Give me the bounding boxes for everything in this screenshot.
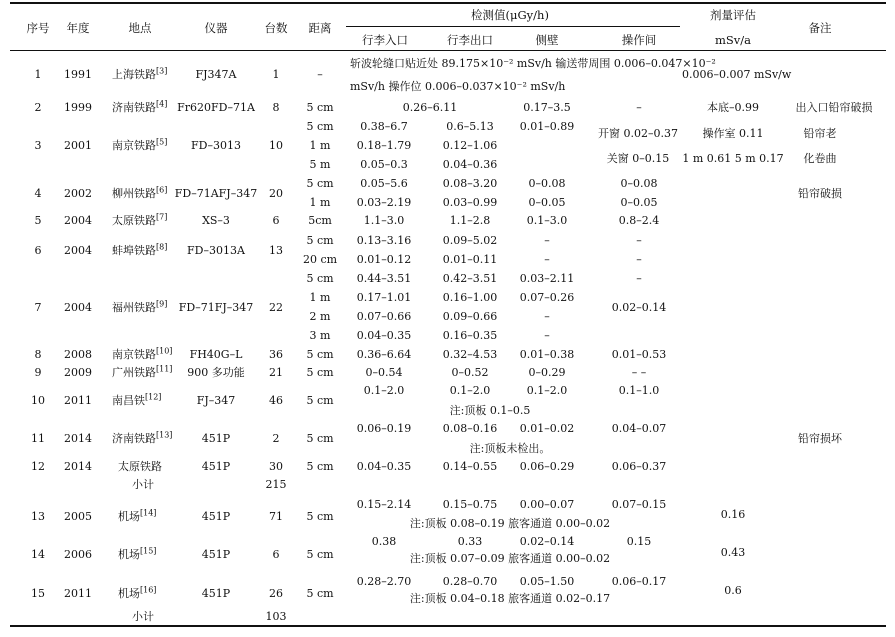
row11-location: 济南铁路[13]	[112, 430, 173, 445]
row14-operation: 0.15	[626, 535, 652, 548]
row10-note: 注:顶板 0.1–0.5	[449, 404, 531, 417]
row10-operation: 0.1–1.0	[618, 384, 660, 397]
row11-distance: 5 cm	[306, 432, 334, 445]
row2-instrument: Fr620FD–71A	[177, 101, 255, 114]
row2-year: 1999	[64, 101, 92, 114]
row5-distance: 5cm	[308, 214, 332, 227]
header-dose-group: 剂量评估	[710, 8, 756, 22]
row13-dose: 0.16	[720, 508, 746, 521]
row15-distance: 5 cm	[306, 587, 334, 600]
row3-location: 南京铁路[5]	[112, 137, 168, 152]
row15-operation: 0.06–0.17	[611, 575, 667, 588]
row3-entry: 0.05–0.3	[360, 158, 408, 171]
row12-location: 太原铁路	[118, 460, 162, 473]
subtotal2-units: 103	[265, 610, 287, 623]
row10-no: 10	[31, 394, 45, 407]
row4-entry: 0.03–2.19	[356, 196, 412, 209]
row13-side: 0.00–0.07	[519, 498, 575, 511]
row3-entry: 0.18–1.79	[356, 139, 412, 152]
row14-ref: [15]	[140, 546, 157, 556]
row15-entry: 0.28–2.70	[356, 575, 412, 588]
row11-side: 0.01–0.02	[519, 422, 575, 435]
row3-exit: 0.12–1.06	[442, 139, 498, 152]
row12-no: 12	[31, 460, 45, 473]
row12-operation: 0.06–0.37	[611, 460, 667, 473]
header-units: 台数	[264, 21, 288, 35]
row11-entry: 0.06–0.19	[356, 422, 412, 435]
row2-ref: [4]	[156, 99, 168, 109]
row5-operation: 0.8–2.4	[618, 214, 660, 227]
row4-entry: 0.05–5.6	[360, 177, 408, 190]
row11-operation: 0.04–0.07	[611, 422, 667, 435]
row8-distance: 5 cm	[306, 348, 334, 361]
row13-exit: 0.15–0.75	[442, 498, 498, 511]
row5-location: 太原铁路[7]	[112, 212, 168, 227]
row3-instrument: FD–3013	[191, 139, 241, 152]
row10-location: 南昌铁[12]	[112, 392, 162, 407]
row3-distance: 1 m	[309, 139, 331, 152]
row7-operation: –	[636, 272, 642, 285]
row8-units: 36	[269, 348, 283, 361]
row4-side: 0–0.05	[528, 196, 566, 209]
row3-side: 0.01–0.89	[519, 120, 575, 133]
row7-no: 7	[34, 301, 42, 314]
row6-entry: 0.01–0.12	[356, 253, 412, 266]
row9-exit: 0–0.52	[451, 366, 489, 379]
row3-dose: 操作室 0.11	[702, 127, 764, 140]
row8-entry: 0.36–6.64	[356, 348, 412, 361]
row6-instrument: FD–3013A	[187, 244, 245, 257]
row5-exit: 1.1–2.8	[449, 214, 491, 227]
row1-distance: –	[317, 68, 323, 81]
row11-year: 2014	[64, 432, 92, 445]
row4-distance: 1 m	[309, 196, 331, 209]
row7-exit: 0.16–1.00	[442, 291, 498, 304]
header-subrule	[346, 26, 680, 27]
row9-ref: [11]	[156, 364, 173, 374]
header-remark: 备注	[808, 21, 832, 35]
row1-instrument: FJ347A	[195, 68, 237, 81]
row14-units: 6	[272, 548, 280, 561]
row7-entry: 0.17–1.01	[356, 291, 412, 304]
row12-distance: 5 cm	[306, 460, 334, 473]
row4-instrument: FD–71AFJ–347	[174, 187, 258, 200]
row13-note: 注:顶板 0.08–0.19 旅客通道 0.00–0.02	[409, 517, 611, 530]
row15-exit: 0.28–0.70	[442, 575, 498, 588]
row2-operation: –	[636, 101, 642, 114]
row9-no: 9	[34, 366, 42, 379]
row8-exit: 0.32–4.53	[442, 348, 498, 361]
row4-location: 柳州铁路[6]	[112, 185, 168, 200]
row7-distance: 2 m	[309, 310, 331, 323]
row13-year: 2005	[64, 510, 92, 523]
subtotal2-label: 小计	[132, 610, 154, 623]
row14-side: 0.02–0.14	[519, 535, 575, 548]
row4-no: 4	[34, 187, 42, 200]
row12-entry: 0.04–0.35	[356, 460, 412, 473]
row13-ref: [14]	[140, 508, 157, 518]
row15-dose: 0.6	[724, 584, 742, 597]
row1-dose: 0.006–0.007 mSv/w	[682, 68, 792, 81]
header-side: 侧壁	[535, 33, 559, 47]
row11-instrument: 451P	[201, 432, 231, 445]
row5-year: 2004	[64, 214, 92, 227]
row2-remark: 出入口铅帘破损	[795, 101, 873, 114]
row6-units: 13	[269, 244, 283, 257]
row7-side: 0.03–2.11	[519, 272, 575, 285]
row2-dose: 本底–0.99	[707, 101, 759, 114]
row2-no: 2	[34, 101, 42, 114]
row11-units: 2	[272, 432, 280, 445]
row8-location: 南京铁路[10]	[112, 346, 173, 361]
row3-ref: [5]	[156, 137, 168, 147]
row12-instrument: 451P	[201, 460, 231, 473]
row8-operation: 0.01–0.53	[611, 348, 667, 361]
row1-ref: [3]	[156, 66, 168, 76]
header-location: 地点	[128, 21, 152, 35]
bottom-rule	[10, 625, 886, 627]
row13-entry: 0.15–2.14	[356, 498, 412, 511]
row10-distance: 5 cm	[306, 394, 334, 407]
row6-year: 2004	[64, 244, 92, 257]
row15-ref: [16]	[140, 585, 157, 595]
row1-note-line2: mSv/h 操作位 0.006–0.037×10⁻² mSv/h	[350, 80, 566, 93]
row1-year: 1991	[64, 68, 92, 81]
row5-no: 5	[34, 214, 42, 227]
row4-exit: 0.08–3.20	[442, 177, 498, 190]
row7-side: –	[544, 329, 550, 342]
row3-exit: 0.6–5.13	[446, 120, 494, 133]
row4-exit: 0.03–0.99	[442, 196, 498, 209]
row4-units: 20	[269, 187, 283, 200]
row1-note-line1: 斩波轮缝口贴近处 89.175×10⁻² mSv/h 输送带周围 0.006–0.047×10⁻²	[350, 57, 716, 70]
row3-distance: 5 cm	[306, 120, 334, 133]
row11-note: 注:顶板未检出。	[469, 442, 551, 455]
row8-ref: [10]	[156, 346, 173, 356]
row8-side: 0.01–0.38	[519, 348, 575, 361]
row1-location: 上海铁路[3]	[112, 66, 168, 81]
row13-units: 71	[269, 510, 283, 523]
row14-note: 注:顶板 0.07–0.09 旅客通道 0.00–0.02	[409, 552, 611, 565]
row6-ref: [8]	[156, 242, 168, 252]
row7-entry: 0.04–0.35	[356, 329, 412, 342]
row14-year: 2006	[64, 548, 92, 561]
row5-units: 6	[272, 214, 280, 227]
header-instrument: 仪器	[204, 21, 228, 35]
header-operation: 操作间	[621, 33, 657, 47]
row7-side: –	[544, 310, 550, 323]
row7-exit: 0.42–3.51	[442, 272, 498, 285]
row7-instrument: FD–71FJ–347	[178, 301, 254, 314]
row4-side: 0–0.08	[528, 177, 566, 190]
row3-year: 2001	[64, 139, 92, 152]
row10-entry: 0.1–2.0	[363, 384, 405, 397]
row2-side: 0.17–3.5	[523, 101, 571, 114]
header-dose-unit: mSv/a	[714, 33, 751, 47]
header-entrance: 行李入口	[362, 33, 408, 47]
row9-operation: – –	[631, 366, 647, 379]
row11-no: 11	[31, 432, 45, 445]
row7-ref: [9]	[156, 299, 168, 309]
row15-no: 15	[31, 587, 45, 600]
row3-remark: 化卷曲	[803, 152, 837, 165]
row10-year: 2011	[64, 394, 92, 407]
row13-distance: 5 cm	[306, 510, 334, 523]
row4-ref: [6]	[156, 185, 168, 195]
header-no: 序号	[26, 21, 50, 35]
row14-entry: 0.38	[371, 535, 397, 548]
row10-exit: 0.1–2.0	[449, 384, 491, 397]
row8-year: 2008	[64, 348, 92, 361]
row15-units: 26	[269, 587, 283, 600]
row9-distance: 5 cm	[306, 366, 334, 379]
row5-ref: [7]	[156, 212, 168, 222]
row6-side: –	[544, 253, 550, 266]
row13-operation: 0.07–0.15	[611, 498, 667, 511]
row2-location: 济南铁路[4]	[112, 99, 168, 114]
row2-distance: 5 cm	[306, 101, 334, 114]
row6-exit: 0.01–0.11	[442, 253, 498, 266]
row15-note: 注:顶板 0.04–0.18 旅客通道 0.02–0.17	[409, 592, 611, 605]
row9-side: 0–0.29	[528, 366, 566, 379]
row2-units: 8	[272, 101, 280, 114]
row5-entry: 1.1–3.0	[363, 214, 405, 227]
row3-exit: 0.04–0.36	[442, 158, 498, 171]
row7-exit: 0.16–0.35	[442, 329, 498, 342]
row3-distance: 5 m	[309, 158, 331, 171]
header-exit: 行李出口	[447, 33, 493, 47]
row9-location: 广州铁路[11]	[112, 364, 173, 379]
row10-side: 0.1–2.0	[526, 384, 568, 397]
row5-instrument: XS–3	[202, 214, 230, 227]
row9-units: 21	[269, 366, 283, 379]
row6-entry: 0.13–3.16	[356, 234, 412, 247]
row8-no: 8	[34, 348, 42, 361]
header-distance: 距离	[308, 21, 332, 35]
row4-operation: 0–0.08	[620, 177, 658, 190]
row3-no: 3	[34, 139, 42, 152]
row14-instrument: 451P	[201, 548, 231, 561]
row10-units: 46	[269, 394, 283, 407]
row15-year: 2011	[64, 587, 92, 600]
row10-instrument: FJ–347	[196, 394, 236, 407]
row7-year: 2004	[64, 301, 92, 314]
subtotal1-units: 215	[265, 478, 287, 491]
row6-side: –	[544, 234, 550, 247]
row7-units: 22	[269, 301, 283, 314]
row1-units: 1	[272, 68, 280, 81]
row14-no: 14	[31, 548, 45, 561]
row7-entry: 0.44–3.51	[356, 272, 412, 285]
header-measured-group: 检测值(μGy/h)	[471, 8, 549, 22]
row2-entry-exit: 0.26–6.11	[402, 101, 458, 114]
row3-dose: 1 m 0.61 5 m 0.17	[682, 152, 784, 165]
row4-operation: 0–0.05	[620, 196, 658, 209]
row7-exit: 0.09–0.66	[442, 310, 498, 323]
row6-distance: 5 cm	[306, 234, 334, 247]
row12-side: 0.06–0.29	[519, 460, 575, 473]
row14-location: 机场[15]	[118, 546, 157, 561]
row15-location: 机场[16]	[118, 585, 157, 600]
row6-operation: –	[636, 234, 642, 247]
row11-exit: 0.08–0.16	[442, 422, 498, 435]
row3-operation: 关窗 0–0.15	[606, 152, 670, 165]
row6-operation: –	[636, 253, 642, 266]
row4-remark: 铅帘破损	[798, 187, 842, 200]
row8-instrument: FH40G–L	[189, 348, 243, 361]
row4-distance: 5 cm	[306, 177, 334, 190]
subtotal1-label: 小计	[132, 478, 154, 491]
row13-location: 机场[14]	[118, 508, 157, 523]
row3-remark: 铅帘老	[803, 127, 837, 140]
row14-distance: 5 cm	[306, 548, 334, 561]
row7-entry: 0.07–0.66	[356, 310, 412, 323]
row1-no: 1	[34, 68, 42, 81]
row7-distance: 1 m	[309, 291, 331, 304]
row9-entry: 0–0.54	[365, 366, 403, 379]
row10-ref: [12]	[145, 392, 162, 402]
row4-year: 2002	[64, 187, 92, 200]
row15-instrument: 451P	[201, 587, 231, 600]
row3-units: 10	[269, 139, 283, 152]
row9-instrument: 900 多功能	[187, 366, 245, 379]
row12-year: 2014	[64, 460, 92, 473]
row14-exit: 0.33	[457, 535, 483, 548]
row9-year: 2009	[64, 366, 92, 379]
row7-operation: 0.02–0.14	[611, 301, 667, 314]
row6-distance: 20 cm	[302, 253, 338, 266]
row6-no: 6	[34, 244, 42, 257]
row13-no: 13	[31, 510, 45, 523]
row15-side: 0.05–1.50	[519, 575, 575, 588]
row7-distance: 5 cm	[306, 272, 334, 285]
row3-operation: 开窗 0.02–0.37	[598, 127, 678, 140]
row11-ref: [13]	[156, 430, 173, 440]
top-rule	[10, 2, 886, 4]
row3-entry: 0.38–6.7	[360, 120, 408, 133]
row12-exit: 0.14–0.55	[442, 460, 498, 473]
row7-location: 福州铁路[9]	[112, 299, 168, 314]
row14-dose: 0.43	[720, 546, 746, 559]
header-year: 年度	[66, 21, 90, 35]
row11-remark: 铅帘损坏	[798, 432, 842, 445]
row12-units: 30	[269, 460, 283, 473]
row5-side: 0.1–3.0	[526, 214, 568, 227]
header-bottom-rule	[10, 50, 886, 51]
row13-instrument: 451P	[201, 510, 231, 523]
row6-location: 蚌埠铁路[8]	[112, 242, 168, 257]
row7-side: 0.07–0.26	[519, 291, 575, 304]
row6-exit: 0.09–5.02	[442, 234, 498, 247]
row7-distance: 3 m	[309, 329, 331, 342]
